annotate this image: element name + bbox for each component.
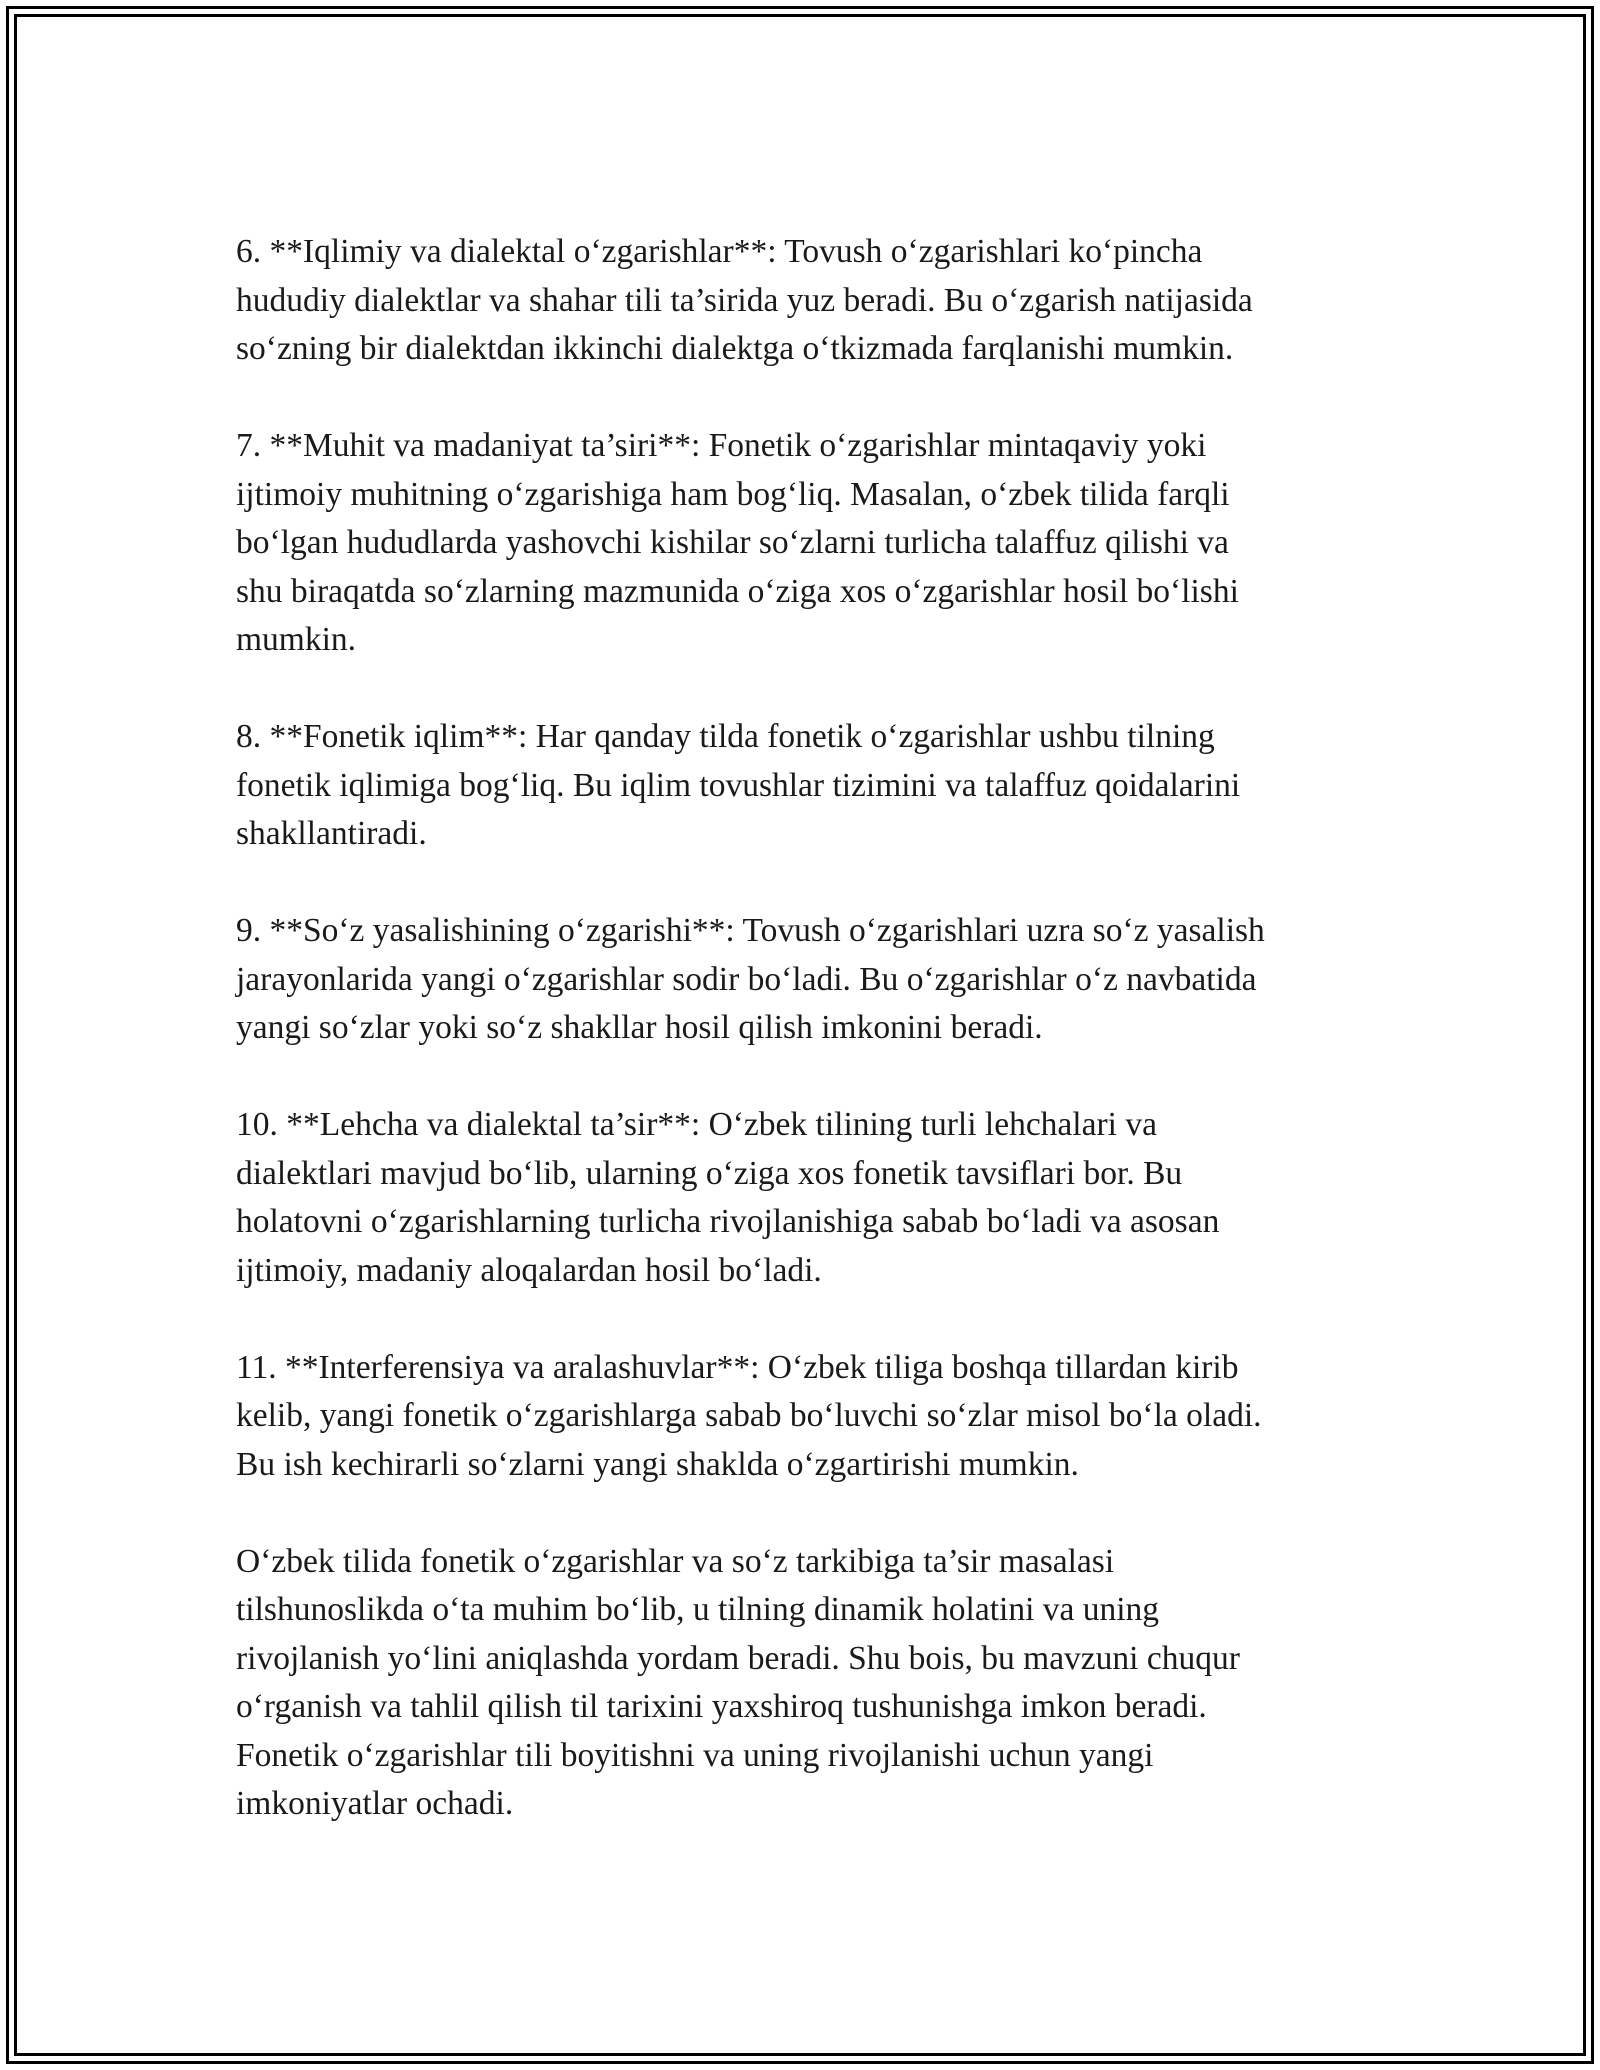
text-line: fonetik iqlimiga bog‘liq. Bu iqlim tovushlar tizimini va talaffuz qoidalarini: [236, 766, 1241, 804]
text-line: o‘rganish va tahlil qilish til tarixini yaxshiroq tushunishga imkon beradi.: [236, 1688, 1207, 1725]
paragraph-conclusion: [236, 1538, 1396, 1829]
text-line: ijtimoiy muhitning o‘zgarishiga ham bog‘liq. Masalan, o‘zbek tilida farqli: [236, 475, 1230, 513]
text-line: shakllantiradi.: [236, 815, 427, 852]
document-body: [236, 228, 1396, 1829]
text-line: dialektlari mavjud bo‘lib, ularning o‘ziga xos fonetik tavsiflari bor. Bu: [236, 1154, 1183, 1192]
text-line: Fonetik o‘zgarishlar tili boyitishni va uning rivojlanishi uchun yangi: [236, 1736, 1154, 1774]
text-line: O‘zbek tilida fonetik o‘zgarishlar va so‘z tarkibiga ta’sir masalasi: [236, 1542, 1115, 1580]
paragraph-item-9: [236, 907, 1396, 1053]
text-line: 7. **Muhit va madaniyat ta’siri**: Fonetik o‘zgarishlar mintaqaviy yoki: [236, 427, 1207, 464]
paragraph-item-10: [236, 1101, 1396, 1295]
paragraph-item-6: [236, 228, 1396, 374]
text-line: holatovni o‘zgarishlarning turlicha rivojlanishiga sabab bo‘ladi va asosan: [236, 1203, 1220, 1240]
text-line: ijtimoiy, madaniy aloqalardan hosil bo‘ladi.: [236, 1251, 822, 1289]
paragraph-item-8: [236, 713, 1396, 859]
text-line: yangi so‘zlar yoki so‘z shakllar hosil qilish imkonini beradi.: [236, 1009, 1043, 1046]
text-line: Bu ish kechirarli so‘zlarni yangi shaklda o‘zgartirishi mumkin.: [236, 1445, 1079, 1483]
text-line: 11. **Interferensiya va aralashuvlar**: O‘zbek tiliga boshqa tillardan kirib: [236, 1348, 1239, 1386]
text-line: 9. **So‘z yasalishining o‘zgarishi**: Tovush o‘zgarishlari uzra so‘z yasalish: [236, 912, 1265, 949]
text-line: 10. **Lehcha va dialektal ta’sir**: O‘zbek tilining turli lehchalari va: [236, 1106, 1157, 1143]
text-line: hududiy dialektlar va shahar tili ta’sirida yuz beradi. Bu o‘zgarish natijasida: [236, 281, 1253, 319]
text-line: 8. **Fonetik iqlim**: Har qanday tilda fonetik o‘zgarishlar ushbu tilning: [236, 718, 1215, 755]
text-line: mumkin.: [236, 621, 357, 658]
paragraph-item-7: [236, 422, 1396, 665]
text-line: imkoniyatlar ochadi.: [236, 1785, 514, 1822]
text-line: bo‘lgan hududlarda yashovchi kishilar so‘zlarni turlicha talaffuz qilishi va: [236, 524, 1229, 561]
paragraph-item-11: [236, 1344, 1396, 1490]
text-line: so‘zning bir dialektdan ikkinchi dialektga o‘tkizmada farqlanishi mumkin.: [236, 330, 1234, 367]
text-line: rivojlanish yo‘lini aniqlashda yordam beradi. Shu bois, bu mavzuni chuqur: [236, 1639, 1240, 1677]
text-line: shu biraqatda so‘zlarning mazmunida o‘ziga xos o‘zgarishlar hosil bo‘lishi: [236, 572, 1239, 610]
text-line: jarayonlarida yangi o‘zgarishlar sodir bo‘ladi. Bu o‘zgarishlar o‘z navbatida: [236, 960, 1257, 998]
text-line: 6. **Iqlimiy va dialektal o‘zgarishlar**: Tovush o‘zgarishlari ko‘pincha: [236, 233, 1203, 270]
text-line: tilshunoslikda o‘ta muhim bo‘lib, u tilning dinamik holatini va uning: [236, 1591, 1160, 1628]
text-line: kelib, yangi fonetik o‘zgarishlarga sabab bo‘luvchi so‘zlar misol bo‘la oladi.: [236, 1397, 1262, 1434]
